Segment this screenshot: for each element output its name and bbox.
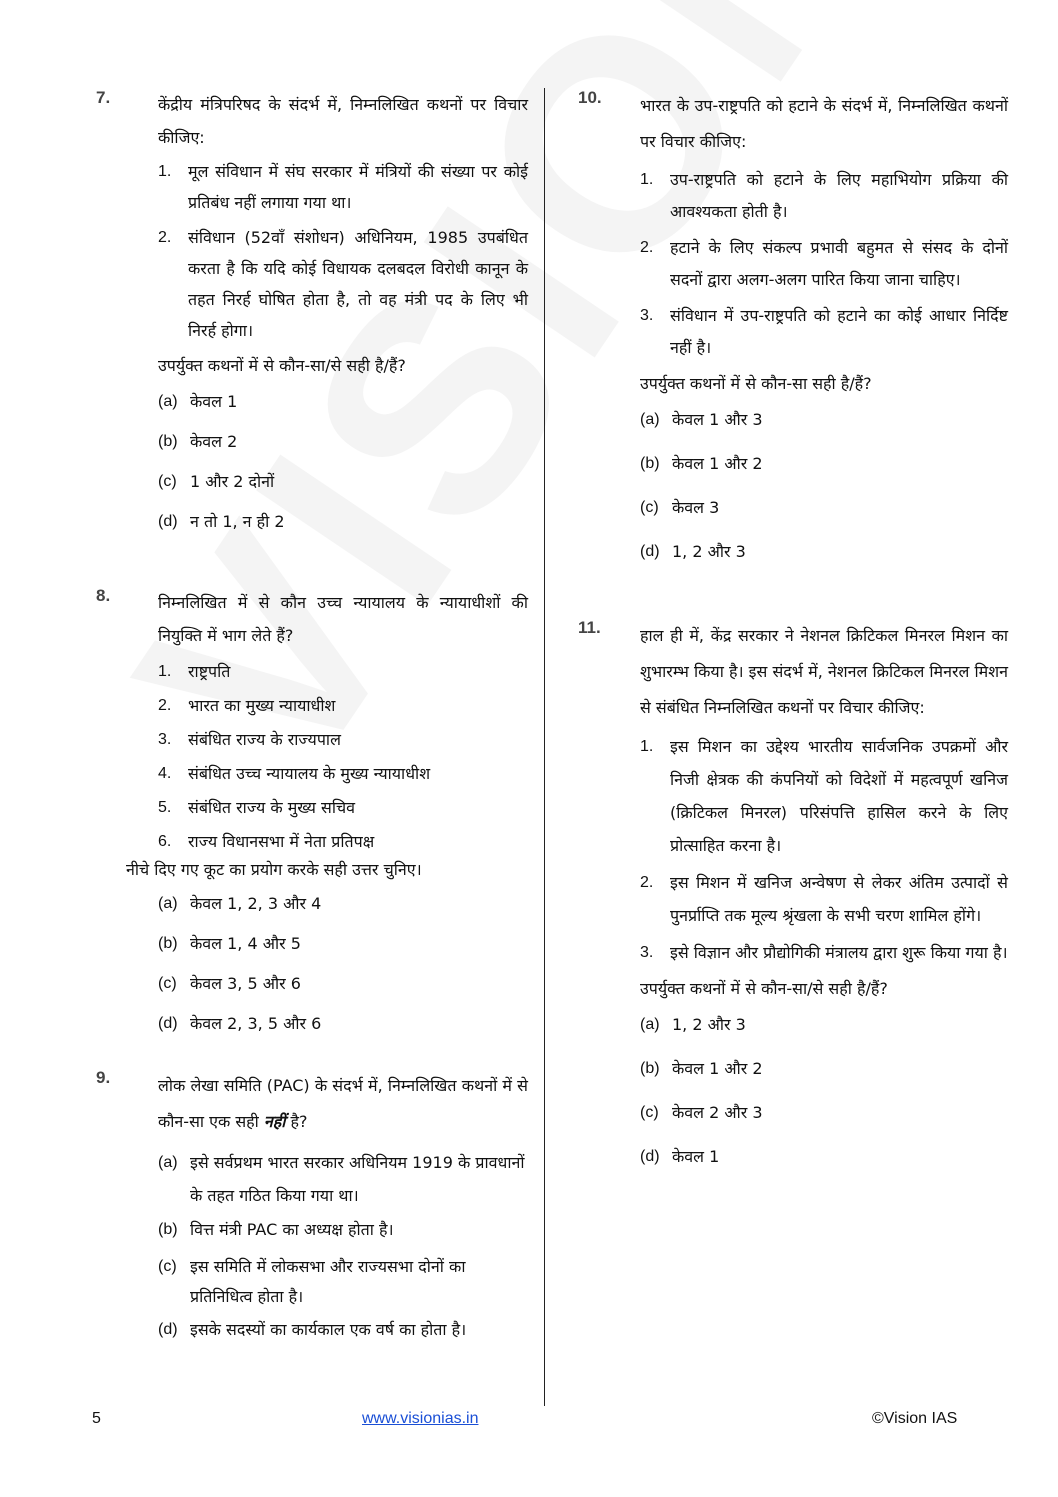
question-8 xyxy=(96,586,528,1038)
option-c xyxy=(640,494,1008,522)
option-letter: (c) xyxy=(640,499,659,516)
statement-number: 2. xyxy=(158,697,172,714)
statement xyxy=(158,692,528,720)
option-letter: (d) xyxy=(158,513,178,530)
statement-number: 1. xyxy=(158,163,172,180)
option-letter: (a) xyxy=(158,1154,178,1171)
option-c xyxy=(158,1252,528,1312)
option-a xyxy=(640,406,1008,434)
question-10 xyxy=(578,88,1008,566)
statement-number: 2. xyxy=(158,229,172,246)
question-number: 10. xyxy=(578,88,602,107)
question-number: 11. xyxy=(578,618,601,637)
page-footer xyxy=(0,1410,1058,1440)
option-text: इसे सर्वप्रथम भारत सरकार अधिनियम 1919 के प्रावधानों के तहत गठित किया गया था। xyxy=(190,1153,525,1205)
question-number: 8. xyxy=(96,586,111,605)
statement-text: राज्य विधानसभा में नेता प्रतिपक्ष xyxy=(188,832,375,851)
question-stem-emphasis: नहीं xyxy=(263,1112,286,1131)
option-letter: (d) xyxy=(640,1148,660,1165)
question-11 xyxy=(578,618,1008,1171)
option-d xyxy=(158,1316,528,1344)
option-letter: (d) xyxy=(640,543,660,560)
option-d xyxy=(158,508,528,536)
option-letter: (b) xyxy=(158,433,178,450)
statement-number: 3. xyxy=(640,944,654,961)
statement-text: संबंधित उच्च न्यायालय के मुख्य न्यायाधीश xyxy=(188,764,431,783)
option-text: वित्त मंत्री PAC का अध्यक्ष होता है। xyxy=(190,1220,394,1239)
option-letter: (b) xyxy=(158,935,178,952)
statement-number: 1. xyxy=(640,738,654,755)
option-letter: (b) xyxy=(158,1221,178,1238)
option-letter: (b) xyxy=(640,1060,660,1077)
question-stem: निम्नलिखित में से कौन उच्च न्यायालय के न्यायाधीशों की नियुक्ति में भाग लेते हैं? xyxy=(158,593,528,645)
option-text: न तो 1, न ही 2 xyxy=(190,512,285,531)
page-number: 5 xyxy=(92,1410,101,1427)
option-letter: (a) xyxy=(158,393,178,410)
left-column xyxy=(96,88,528,1356)
question-9 xyxy=(96,1068,528,1344)
statement-number: 1. xyxy=(640,171,654,188)
statement-number: 2. xyxy=(640,239,654,256)
option-text: केवल 3, 5 और 6 xyxy=(190,974,301,993)
statement-number: 4. xyxy=(158,765,172,782)
question-prompt: उपर्युक्त कथनों में से कौन-सा/से सही है/हैं? xyxy=(158,356,406,375)
question-number: 7. xyxy=(96,88,111,107)
option-text: केवल 1 और 2 xyxy=(672,1059,763,1078)
option-c xyxy=(158,468,528,496)
statement-text: संबंधित राज्य के राज्यपाल xyxy=(188,730,341,749)
statement xyxy=(158,156,528,218)
option-d xyxy=(640,1143,1008,1171)
option-text: केवल 2, 3, 5 और 6 xyxy=(190,1014,322,1033)
statement-number: 5. xyxy=(158,799,172,816)
option-text: केवल 1 xyxy=(190,392,238,411)
option-a xyxy=(158,388,528,416)
statement-text: इस मिशन में खनिज अन्वेषण से लेकर अंतिम उत्पादों से पुनर्प्राप्ति तक मूल्य श्रृंखला के सभी चरण शामिल होंगे। xyxy=(670,873,1008,925)
option-letter: (a) xyxy=(640,411,660,428)
option-a xyxy=(158,890,528,918)
option-c xyxy=(158,970,528,998)
question-stem-part: लोक लेखा समिति (PAC) के संदर्भ में, निम्नलिखित कथनों में से कौन-सा एक सही xyxy=(158,1076,528,1131)
option-letter: (a) xyxy=(640,1016,660,1033)
statement xyxy=(640,866,1008,932)
option-a xyxy=(158,1146,528,1212)
statement xyxy=(158,828,528,856)
option-text: केवल 3 xyxy=(672,498,720,517)
statement-number: 2. xyxy=(640,874,654,891)
option-text: इसके सदस्यों का कार्यकाल एक वर्ष का होता है। xyxy=(190,1320,467,1339)
statement xyxy=(640,936,1008,969)
option-text: 1 और 2 दोनों xyxy=(190,472,275,491)
option-letter: (d) xyxy=(158,1321,178,1338)
statement xyxy=(158,658,528,686)
option-c xyxy=(640,1099,1008,1127)
option-letter: (c) xyxy=(158,473,177,490)
option-b xyxy=(640,450,1008,478)
statement-text: मूल संविधान में संघ सरकार में मंत्रियों की संख्या पर कोई प्रतिबंध नहीं लगाया गया था। xyxy=(188,162,528,212)
statement-number: 3. xyxy=(640,307,654,324)
option-d xyxy=(158,1010,528,1038)
option-text: केवल 2 xyxy=(190,432,238,451)
copyright-text: ©Vision IAS xyxy=(872,1410,958,1427)
statement-text: उप-राष्ट्रपति को हटाने के लिए महाभियोग प्रक्रिया की आवश्यकता होती है। xyxy=(670,170,1008,221)
statement-text: राष्ट्रपति xyxy=(188,662,231,681)
statement-number: 3. xyxy=(158,731,172,748)
option-text: केवल 1, 4 और 5 xyxy=(190,934,301,953)
question-7 xyxy=(96,88,528,536)
option-text: इस समिति में लोकसभा और राज्यसभा दोनों का प्रतिनिधित्व होता है। xyxy=(190,1257,466,1306)
option-a xyxy=(640,1011,1008,1039)
statement-text: इस मिशन का उद्देश्य भारतीय सार्वजनिक उपक्रमों और निजी क्षेत्रक की कंपनियों को विदेशों में महत्वपूर्ण खनिज (क्रिटिकल मिनरल) परिसंपत्ति हासिल करने के लिए प्रोत्साहित करना है। xyxy=(670,737,1008,855)
option-b xyxy=(158,1216,528,1244)
statement-text: संविधान (52वाँ संशोधन) अधिनियम, 1985 उपबंधित करता है कि यदि कोई विधायक दलबदल विरोधी कानून के तहत निरर्ह घोषित होता है, तो वह मंत्री पद के लिए भी निरर्ह होगा। xyxy=(188,228,528,340)
option-letter: (c) xyxy=(158,1258,177,1275)
question-prompt: उपर्युक्त कथनों में से कौन-सा/से सही है/हैं? xyxy=(640,979,888,998)
option-b xyxy=(158,428,528,456)
option-text: केवल 2 और 3 xyxy=(672,1103,763,1122)
statement-text: संबंधित राज्य के मुख्य सचिव xyxy=(188,798,356,817)
question-stem: भारत के उप-राष्ट्रपति को हटाने के संदर्भ में, निम्नलिखित कथनों पर विचार कीजिए: xyxy=(640,96,1008,151)
statement xyxy=(640,164,1008,228)
statement-text: इसे विज्ञान और प्रौद्योगिकी मंत्रालय द्वारा शुरू किया गया है। xyxy=(670,943,1008,962)
option-letter: (d) xyxy=(158,1015,178,1032)
statement xyxy=(158,222,528,346)
statement-number: 1. xyxy=(158,663,172,680)
statement xyxy=(640,232,1008,296)
option-text: केवल 1 और 2 xyxy=(672,454,763,473)
statement-text: हटाने के लिए संकल्प प्रभावी बहुमत से संसद के दोनों सदनों द्वारा अलग-अलग पारित किया जाना चाहिए। xyxy=(670,238,1008,289)
option-text: केवल 1, 2, 3 और 4 xyxy=(190,894,322,913)
option-text: 1, 2 और 3 xyxy=(672,1015,746,1034)
option-letter: (b) xyxy=(640,455,660,472)
option-text: केवल 1 और 3 xyxy=(672,410,763,429)
statement-number: 6. xyxy=(158,833,172,850)
option-text: केवल 1 xyxy=(672,1147,720,1166)
option-letter: (a) xyxy=(158,895,178,912)
column-divider xyxy=(544,88,545,1406)
question-stem xyxy=(158,1068,528,1140)
option-text: 1, 2 और 3 xyxy=(672,542,746,561)
question-prompt: उपर्युक्त कथनों में से कौन-सा सही है/हैं? xyxy=(640,374,872,393)
question-stem: केंद्रीय मंत्रिपरिषद के संदर्भ में, निम्नलिखित कथनों पर विचार कीजिए: xyxy=(158,95,528,147)
option-b xyxy=(640,1055,1008,1083)
website-link[interactable]: www.visionias.in xyxy=(362,1410,479,1427)
question-stem: हाल ही में, केंद्र सरकार ने नेशनल क्रिटिकल मिनरल मिशन का शुभारम्भ किया है। इस संदर्भ में, नेशनल क्रिटिकल मिनरल मिशन से संबंधित निम्नलिखित कथनों पर विचार कीजिए: xyxy=(640,626,1008,717)
right-column xyxy=(578,88,1008,1183)
option-b xyxy=(158,930,528,958)
statement xyxy=(640,730,1008,862)
option-letter: (c) xyxy=(640,1104,659,1121)
statement xyxy=(158,794,528,822)
question-number: 9. xyxy=(96,1068,111,1087)
statement xyxy=(158,760,528,788)
question-stem-part: है? xyxy=(285,1112,308,1131)
statement xyxy=(640,300,1008,364)
statement-text: संविधान में उप-राष्ट्रपति को हटाने का कोई आधार निर्दिष्ट नहीं है। xyxy=(670,306,1008,357)
option-letter: (c) xyxy=(158,975,177,992)
option-d xyxy=(640,538,1008,566)
statement-text: भारत का मुख्य न्यायाधीश xyxy=(188,696,336,715)
question-prompt: नीचे दिए गए कूट का प्रयोग करके सही उत्तर चुनिए। xyxy=(126,860,422,879)
statement xyxy=(158,726,528,754)
